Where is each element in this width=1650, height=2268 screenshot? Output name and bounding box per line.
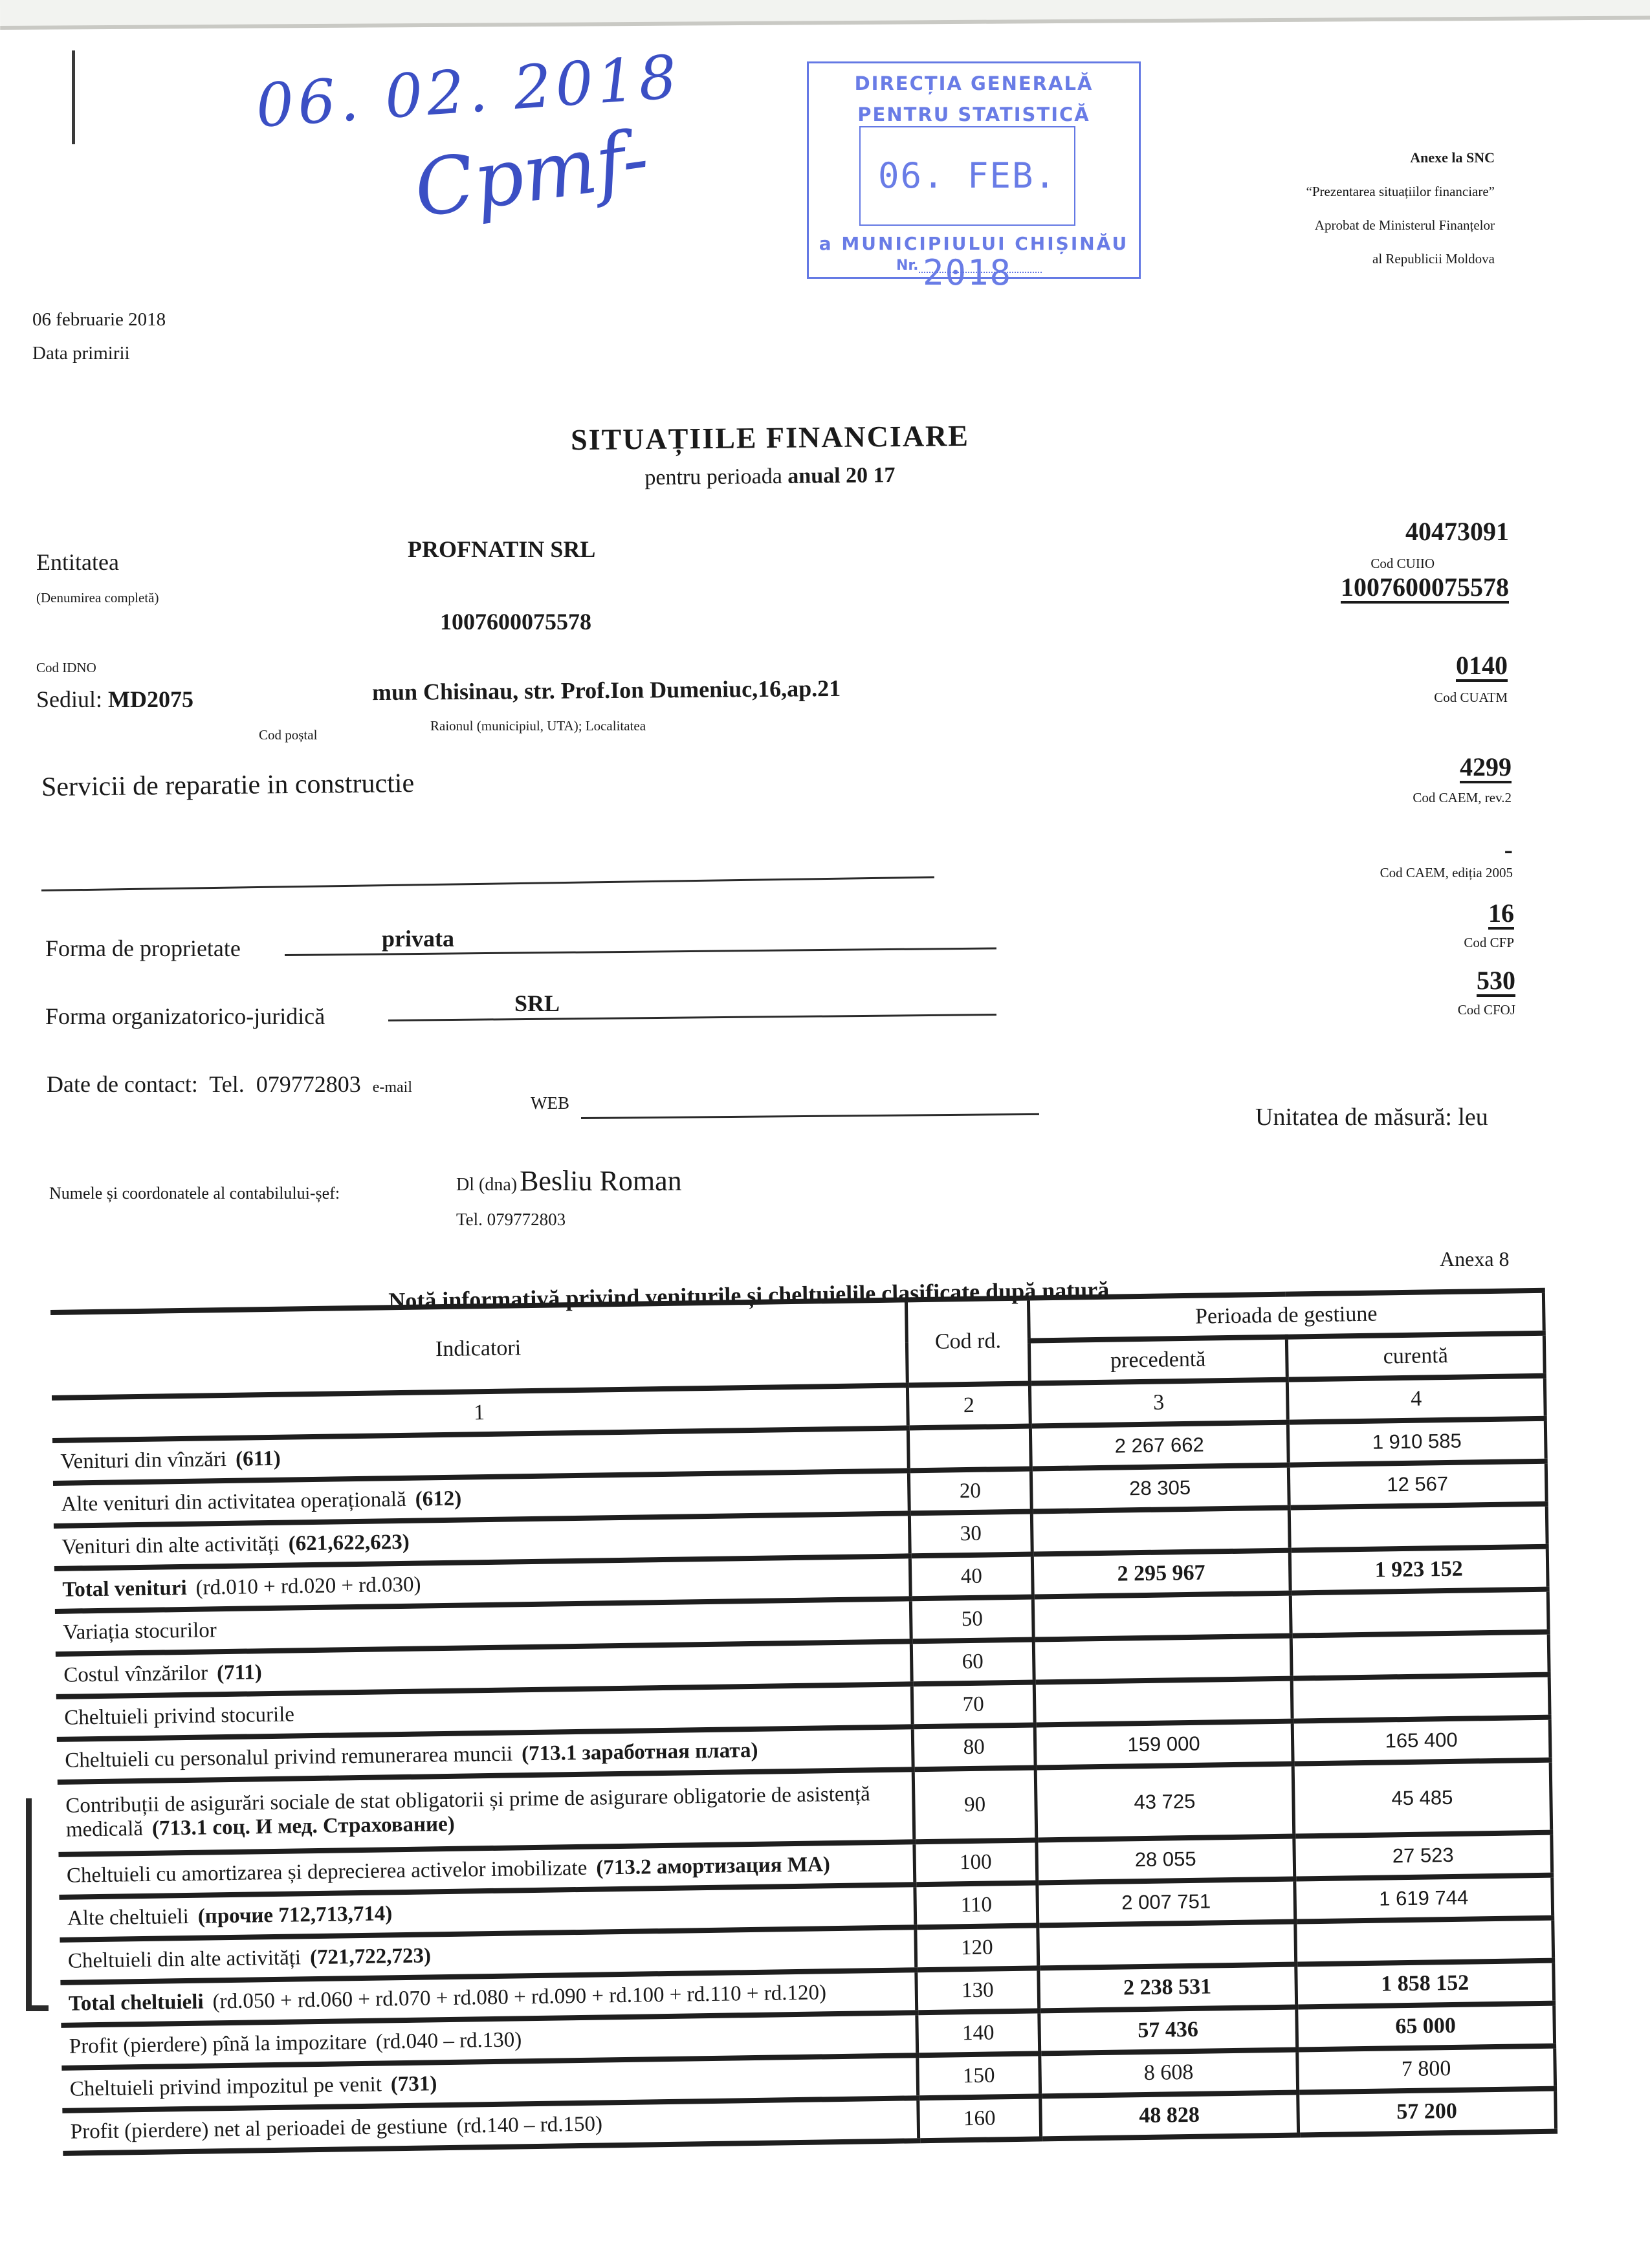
stamp-line2: PENTRU STATISTICĂ [857, 104, 1090, 125]
code-cfoj-label: Cod CFOJ [1457, 1002, 1515, 1018]
activity-description: Servicii de reparatie in constructie [41, 768, 415, 803]
statistics-stamp [807, 61, 1141, 293]
receipt-date: 06 februarie 2018 [32, 309, 166, 330]
header-current: curentă [1286, 1333, 1545, 1380]
row-cod: 120 [916, 1925, 1039, 1970]
row-code-ref: (621,622,623) [288, 1530, 410, 1556]
entity-sublabel: (Denumirea completă) [36, 590, 159, 605]
header-n3: 3 [1029, 1380, 1288, 1426]
income-expense-table [50, 1288, 1557, 2156]
row-previous: 28 055 [1037, 1837, 1295, 1883]
row-code-ref: (прочие 712,713,714) [197, 1901, 393, 1928]
row-cod: 40 [910, 1554, 1033, 1599]
period-prefix: pentru perioada [644, 464, 782, 490]
ownership-value: privata [382, 926, 454, 952]
row-code-ref: (rd.140 – rd.150) [456, 2111, 603, 2138]
row-label: Alte cheltuieli [67, 1904, 190, 1930]
row-previous: 2 007 751 [1037, 1879, 1295, 1926]
code-caem2-value: 4299 [1460, 752, 1512, 781]
row-label: Profit (pierdere) pînă la impozitare [69, 2030, 368, 2058]
row-cod: 50 [911, 1597, 1034, 1642]
postal-code-label: Cod poștal [259, 727, 318, 743]
row-code-ref: (612) [415, 1487, 462, 1511]
row-code-ref: (rd.050 + rd.060 + rd.070 + rd.080 + rd.090 + rd.100 + rd.110 + rd.120) [212, 1980, 827, 2013]
row-code-ref: (rd.040 – rd.130) [375, 2027, 522, 2054]
row-label: Alte venituri din activitatea operațională [61, 1487, 406, 1516]
activity-blank-line [41, 877, 934, 891]
annex-line2: “Prezentarea situațiilor financiare” [1306, 184, 1495, 199]
period-value: anual 20 17 [787, 463, 896, 488]
header-previous: precedentă [1029, 1337, 1287, 1384]
header-n4: 4 [1287, 1376, 1545, 1423]
header-indicators: Indicatori [50, 1300, 908, 1398]
row-cod: 20 [909, 1469, 1032, 1514]
row-current: 57 200 [1298, 2089, 1556, 2135]
contact-email-label: e-mail [372, 1079, 413, 1096]
code-cuatm-value: 0140 [1456, 651, 1508, 680]
row-cod: 150 [918, 2053, 1040, 2098]
row-current: 1 923 152 [1290, 1547, 1548, 1593]
row-cod: 100 [914, 1840, 1037, 1884]
row-previous: 48 828 [1040, 2093, 1299, 2139]
code-caem2005-label: Cod CAEM, ediția 2005 [1380, 865, 1513, 880]
row-previous [1038, 1922, 1296, 1968]
legal-form-value: SRL [514, 990, 560, 1016]
row-previous [1033, 1593, 1291, 1640]
row-code-ref: (713.1 соц. И мед. Страхование) [151, 1812, 455, 1840]
row-label: Venituri din vînzări [60, 1447, 227, 1474]
row-current: 27 523 [1294, 1833, 1552, 1879]
row-previous: 28 305 [1031, 1465, 1289, 1512]
row-previous: 2 238 531 [1039, 1965, 1297, 2011]
row-current: 1 910 585 [1288, 1419, 1546, 1465]
header-n1: 1 [52, 1385, 908, 1441]
scan-margin-bracket [26, 1798, 49, 2011]
code-caem2 [1253, 752, 1512, 806]
code-cuiio-label: Cod CUIIO [1370, 556, 1435, 571]
receipt-label: Data primirii [32, 343, 130, 364]
code-cuiio-value: 40473091 [1405, 517, 1509, 546]
row-label: Cheltuieli privind impozitul pe venit [69, 2073, 382, 2101]
row-current: 165 400 [1292, 1717, 1550, 1764]
code-cfp-value: 16 [1488, 899, 1514, 928]
row-cod: 160 [918, 2096, 1041, 2141]
contact-web-label: WEB [531, 1093, 569, 1113]
contact-label: Date de contact: [47, 1071, 198, 1097]
address-label: Raionul (municipiul, UTA); Localitatea [430, 718, 646, 734]
row-previous: 2 267 662 [1030, 1423, 1288, 1469]
row-previous: 8 608 [1040, 2050, 1298, 2097]
row-previous: 2 295 967 [1032, 1551, 1290, 1597]
accountant-name-line [456, 1164, 682, 1197]
code-cuatm [1249, 650, 1508, 706]
row-cod: 60 [911, 1640, 1034, 1685]
row-indicator [58, 1769, 914, 1855]
row-cod: 80 [912, 1725, 1035, 1770]
codes-column [1250, 516, 1509, 602]
row-label: Venituri din alte activități [61, 1532, 280, 1559]
row-cod: 130 [916, 1968, 1039, 2012]
handwritten-signature: Cpmf- [409, 113, 655, 235]
stamp-nr-label: Nr. [896, 257, 919, 274]
row-current: 1 858 152 [1296, 1961, 1554, 2007]
stamp-line1: DIRECȚIA GENERALĂ [854, 72, 1094, 94]
code-caem2005-value: - [1504, 835, 1513, 864]
row-previous [1031, 1508, 1290, 1554]
row-label: Cheltuieli cu amortizarea și deprecierea activelor imobilizate [66, 1856, 588, 1888]
row-cod: 140 [917, 2011, 1040, 2055]
row-current [1292, 1675, 1550, 1721]
seat-label: Sediul: [36, 686, 103, 712]
web-line [581, 1113, 1039, 1119]
table-title: Notă informativă privind veniturile și cheltuielile clasificate după natură [388, 1276, 1110, 1314]
contact-tel: 079772803 [256, 1071, 361, 1097]
seat [36, 686, 193, 713]
stamp-date: 06. FEB. 2018 [877, 155, 1057, 293]
row-code-ref [225, 1619, 226, 1642]
annex-line3: Aprobat de Ministerul Finanțelor [1314, 217, 1495, 233]
code-cfoj-value: 530 [1477, 966, 1515, 995]
row-label: Contribuții de asigurări sociale de stat obligatorii și prime de asigurare obligatorie de asistență medicală [65, 1782, 871, 1842]
scan-margin-line [72, 50, 75, 144]
row-cod: 110 [915, 1882, 1038, 1927]
document-title: SITUAȚIILE FINANCIARE [570, 419, 970, 457]
code-cfoj [1257, 965, 1515, 1018]
row-code-ref: (713.1 заработная плата) [521, 1738, 758, 1765]
row-code-ref: (711) [216, 1660, 262, 1685]
row-code-ref [303, 1703, 304, 1726]
row-label: Cheltuieli cu personalul privind remunerarea muncii [65, 1741, 513, 1772]
row-previous: 159 000 [1035, 1721, 1293, 1768]
row-cod [908, 1426, 1031, 1471]
row-code-ref: (rd.010 + rd.020 + rd.030) [195, 1573, 421, 1600]
row-previous: 43 725 [1035, 1764, 1294, 1840]
row-current: 12 567 [1288, 1461, 1546, 1508]
row-previous [1033, 1636, 1292, 1683]
annex-line1: Anexe la SNC [1410, 149, 1495, 166]
row-label: Profit (pierdere) net al perioadei de gestiune [70, 2114, 448, 2144]
row-current: 65 000 [1297, 2003, 1555, 2050]
row-current [1290, 1589, 1548, 1636]
annex-header [1306, 141, 1495, 276]
row-label: Costul vînzărilor [63, 1661, 208, 1687]
accountant-label: Numele și coordonatele al contabilului-șef: [49, 1184, 340, 1203]
row-previous [1034, 1679, 1292, 1725]
code-idno-value: 1007600075578 [1341, 572, 1509, 602]
unit-of-measure: Unitatea de măsură: leu [1255, 1104, 1488, 1131]
entity-idno: 1007600075578 [440, 609, 591, 635]
scan-top-edge [0, 0, 1650, 30]
header-n2: 2 [908, 1384, 1031, 1428]
row-current: 7 800 [1297, 2046, 1556, 2093]
row-label: Cheltuieli privind stocurile [64, 1702, 295, 1730]
row-cod: 70 [912, 1683, 1035, 1727]
row-label: Total venituri [62, 1576, 187, 1602]
ownership-label: Forma de proprietate [45, 935, 241, 961]
contact-tel-label: Tel. [209, 1071, 245, 1097]
header-period: Perioada de gestiune [1028, 1291, 1544, 1341]
row-current [1291, 1632, 1549, 1679]
row-label: Cheltuieli din alte activități [67, 1945, 302, 1973]
annex-number: Anexa 8 [1440, 1247, 1510, 1270]
handwritten-date: 06. 02. 2018 [254, 42, 683, 141]
annex-line4: al Republicii Moldova [1372, 251, 1495, 267]
row-label: Variația stocurilor [63, 1618, 217, 1644]
code-caem2-label: Cod CAEM, rev.2 [1413, 790, 1512, 805]
stamp-nr-line [919, 272, 1042, 273]
code-cfp-label: Cod CFP [1464, 935, 1514, 950]
code-caem2005 [1254, 834, 1513, 881]
row-previous: 57 436 [1039, 2007, 1297, 2054]
row-code-ref: (713.2 амортизация МА) [596, 1852, 831, 1880]
row-cod: 30 [910, 1512, 1033, 1556]
accountant-prefix: Dl (dna) [456, 1175, 518, 1195]
row-code-ref: (611) [235, 1446, 281, 1471]
row-label: Total cheltuieli [68, 1990, 204, 2016]
row-code-ref: (721,722,723) [309, 1943, 432, 1969]
legal-form-label: Forma organizatorico-juridică [45, 1003, 325, 1029]
idno-label: Cod IDNO [36, 660, 96, 675]
postal-code: MD2075 [108, 686, 193, 712]
accountant-tel: Tel. 079772803 [456, 1210, 566, 1229]
row-code-ref: (731) [390, 2071, 437, 2096]
row-current [1289, 1504, 1547, 1551]
entity-name: PROFNATIN SRL [408, 536, 596, 562]
row-cod: 90 [913, 1767, 1036, 1842]
entity-address: mun Chisinau, str. Prof.Ion Dumeniuc,16,ap.21 [371, 675, 841, 706]
document-period [0, 457, 1540, 497]
row-current: 1 619 744 [1295, 1875, 1553, 1922]
stamp-line3: a MUNICIPIULUI CHIȘINĂU [819, 233, 1129, 254]
row-current: 45 485 [1293, 1760, 1552, 1837]
accountant-name: Besliu Roman [520, 1165, 682, 1197]
header-cod: Cod rd. [907, 1298, 1030, 1386]
entity-label: Entitatea [36, 549, 119, 575]
row-current [1295, 1918, 1554, 1965]
legal-form-line [388, 1014, 996, 1021]
code-cuatm-label: Cod CUATM [1434, 690, 1508, 705]
code-cfp [1255, 898, 1514, 951]
contact-line [47, 1071, 412, 1098]
